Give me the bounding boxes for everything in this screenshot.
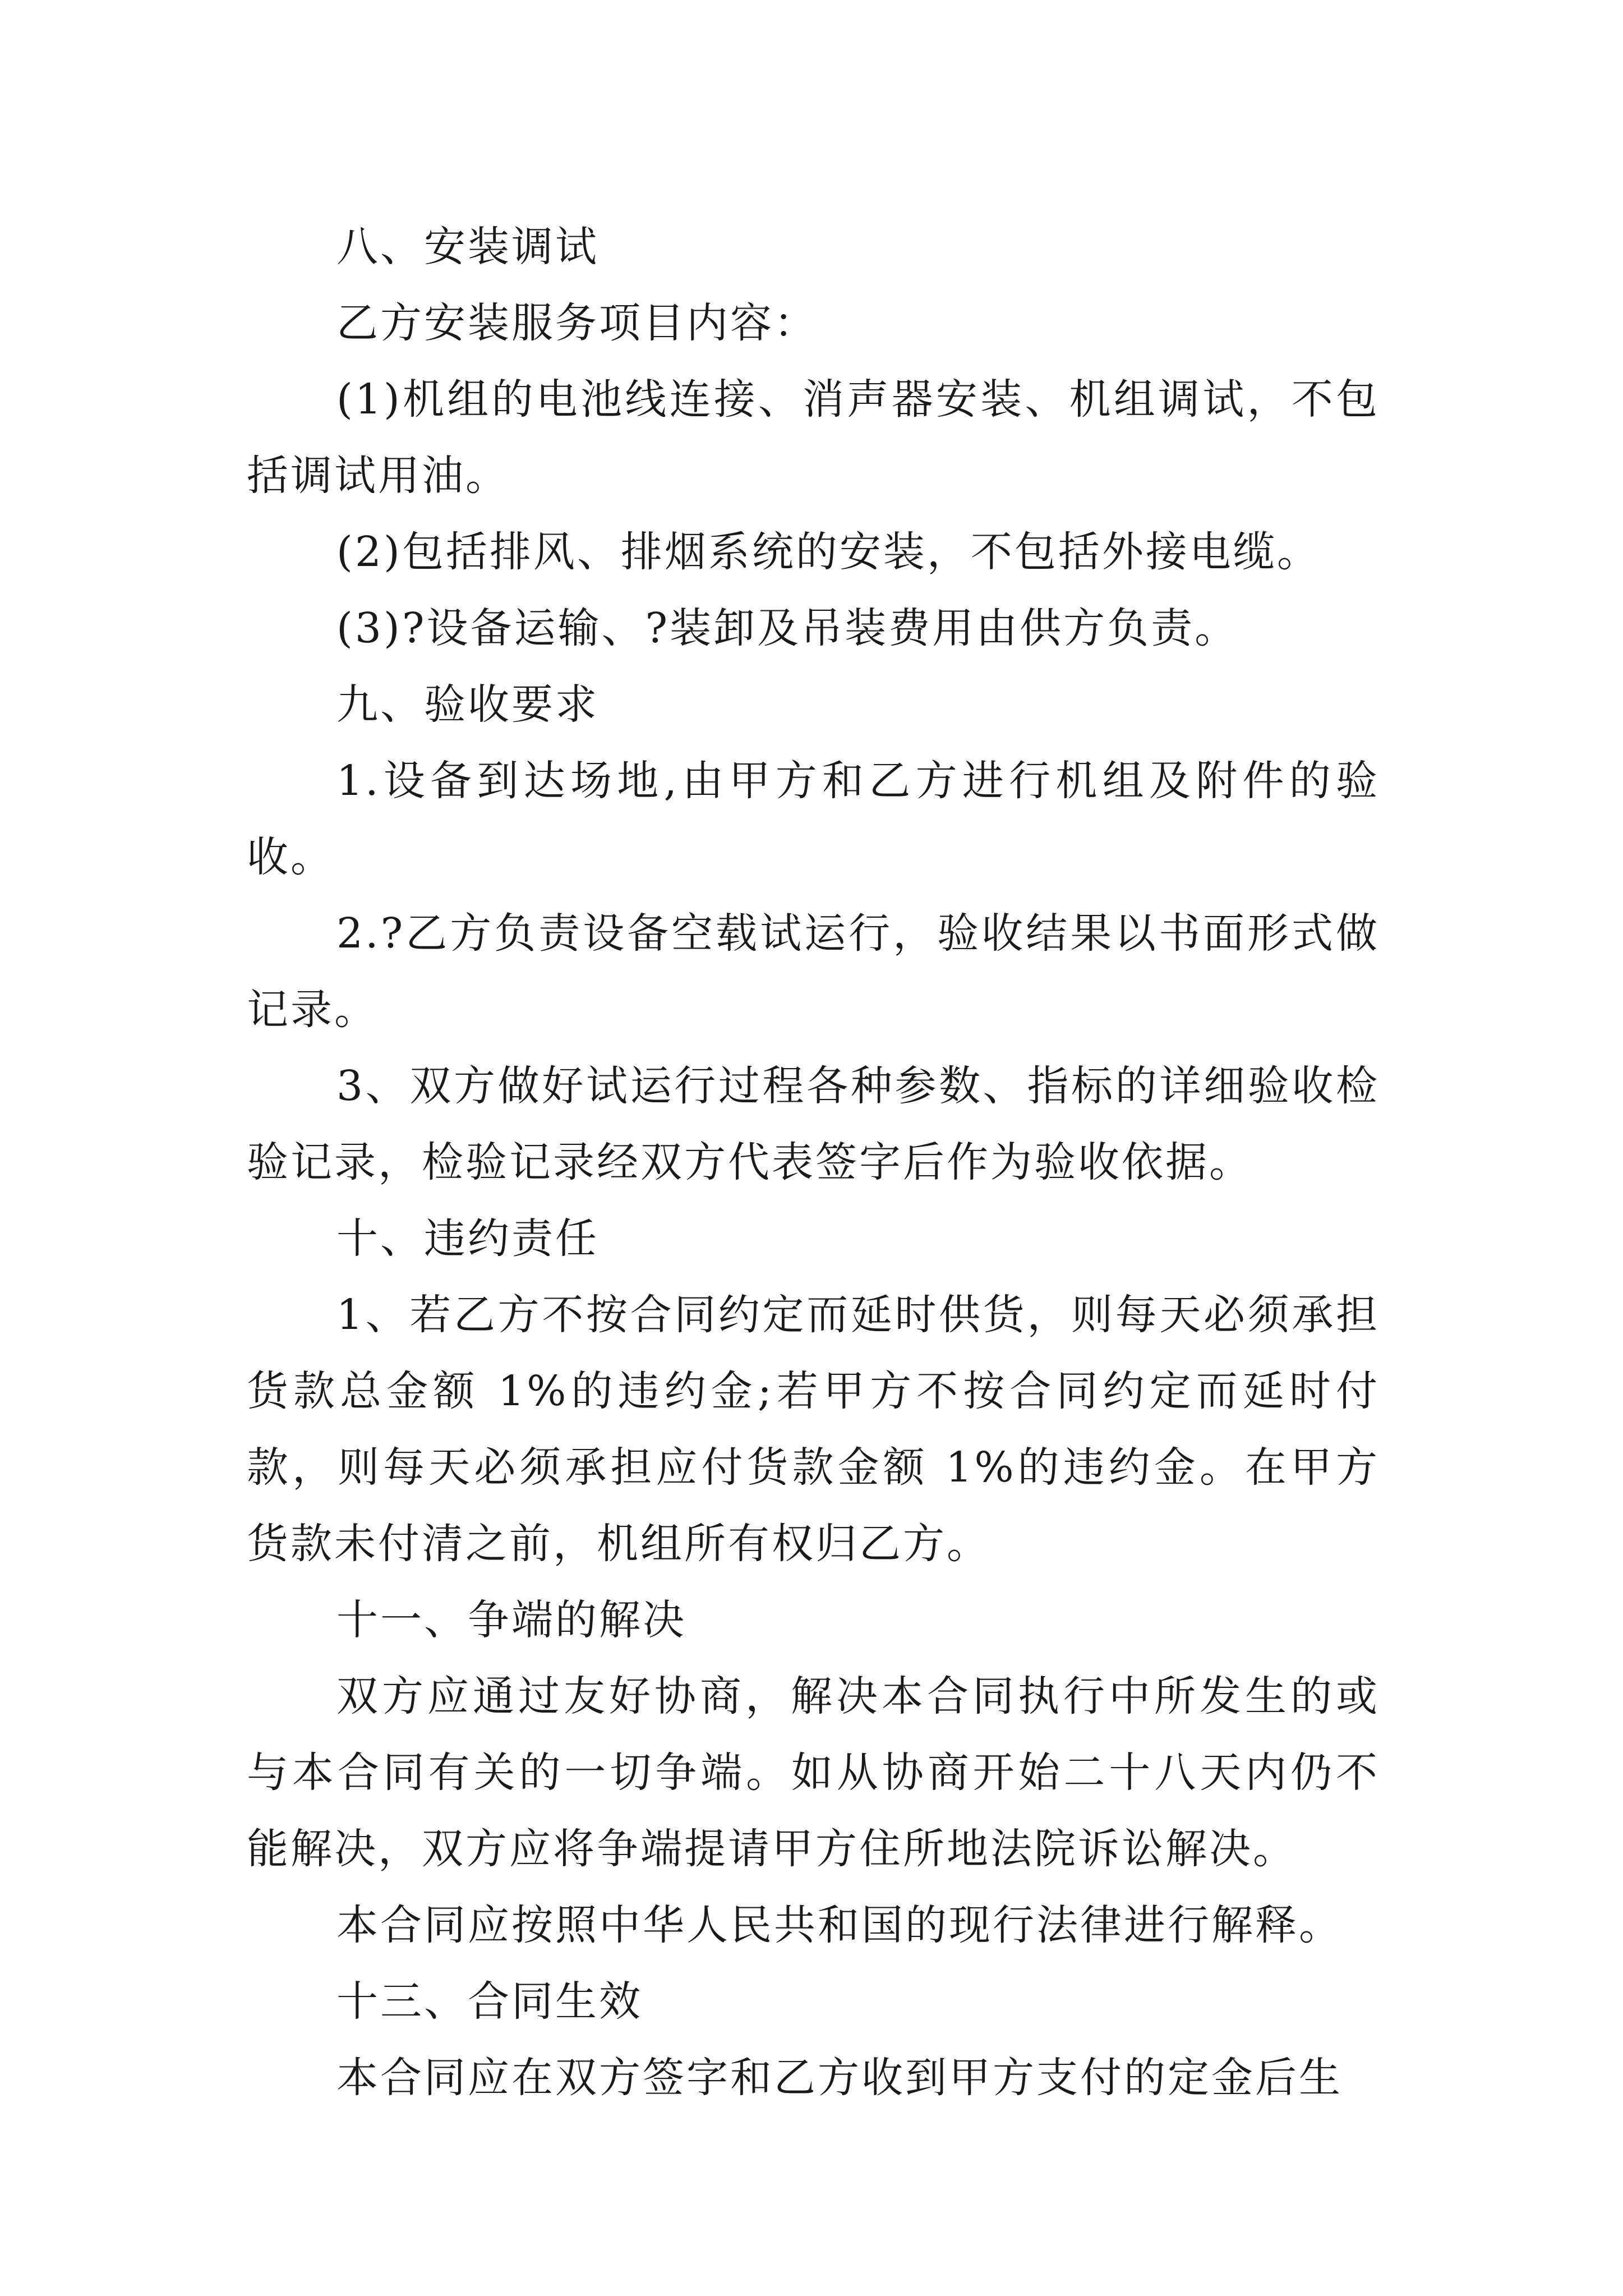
- paragraph-disputes-body: 双方应通过友好协商，解决本合同执行中所发生的或与本合同有关的一切争端。如从协商开始二十八天内仍不能解决，双方应将争端提请甲方住所地法院诉讼解决。: [247, 1672, 1380, 1873]
- section-heading-disputes: 十一、争端的解决: [336, 1596, 686, 1644]
- paragraph-installation-item-1: (1)机组的电池线连接、消声器安装、机组调试，不包括调试用油。: [247, 375, 1380, 500]
- paragraph-installation-item-2: (2)包括排风、排烟系统的安装，不包括外接电缆。: [336, 528, 1321, 576]
- paragraph-acceptance-item-3: 3、双方做好试运行过程各种参数、指标的详细验收检验记录，检验记录经双方代表签字后作为验收依据。: [247, 1062, 1380, 1186]
- paragraph-installation-item-3: (3)?设备运输、?装卸及吊装费用由供方负责。: [336, 604, 1239, 652]
- section-heading-liability: 十、违约责任: [336, 1214, 599, 1263]
- paragraph-installation-intro: 乙方安装服务项目内容：: [336, 299, 818, 347]
- paragraph-acceptance-item-2: 2.?乙方负责设备空载试运行，验收结果以书面形式做记录。: [247, 909, 1380, 1034]
- section-heading-acceptance: 九、验收要求: [336, 680, 599, 729]
- document-body: [247, 209, 1380, 2116]
- paragraph-governing-law: 本合同应按照中华人民共和国的现行法律进行解释。: [336, 1901, 1343, 1949]
- paragraph-acceptance-item-1: 1.设备到达场地,由甲方和乙方进行机组及附件的验收。: [247, 757, 1380, 881]
- section-heading-installation: 八、安装调试: [336, 223, 599, 271]
- section-heading-effectiveness: 十三、合同生效: [336, 1977, 643, 2026]
- paragraph-effectiveness-body: 本合同应在双方签字和乙方收到甲方支付的定金后生: [336, 2054, 1343, 2102]
- paragraph-liability-item-1: 1、若乙方不按合同约定而延时供货，则每天必须承担货款总金额 1%的违约金;若甲方不按合同约定而延时付款，则每天必须承担应付货款金额 1%的违约金。在甲方货款未付清之前，机组所有权归乙方。: [247, 1291, 1380, 1568]
